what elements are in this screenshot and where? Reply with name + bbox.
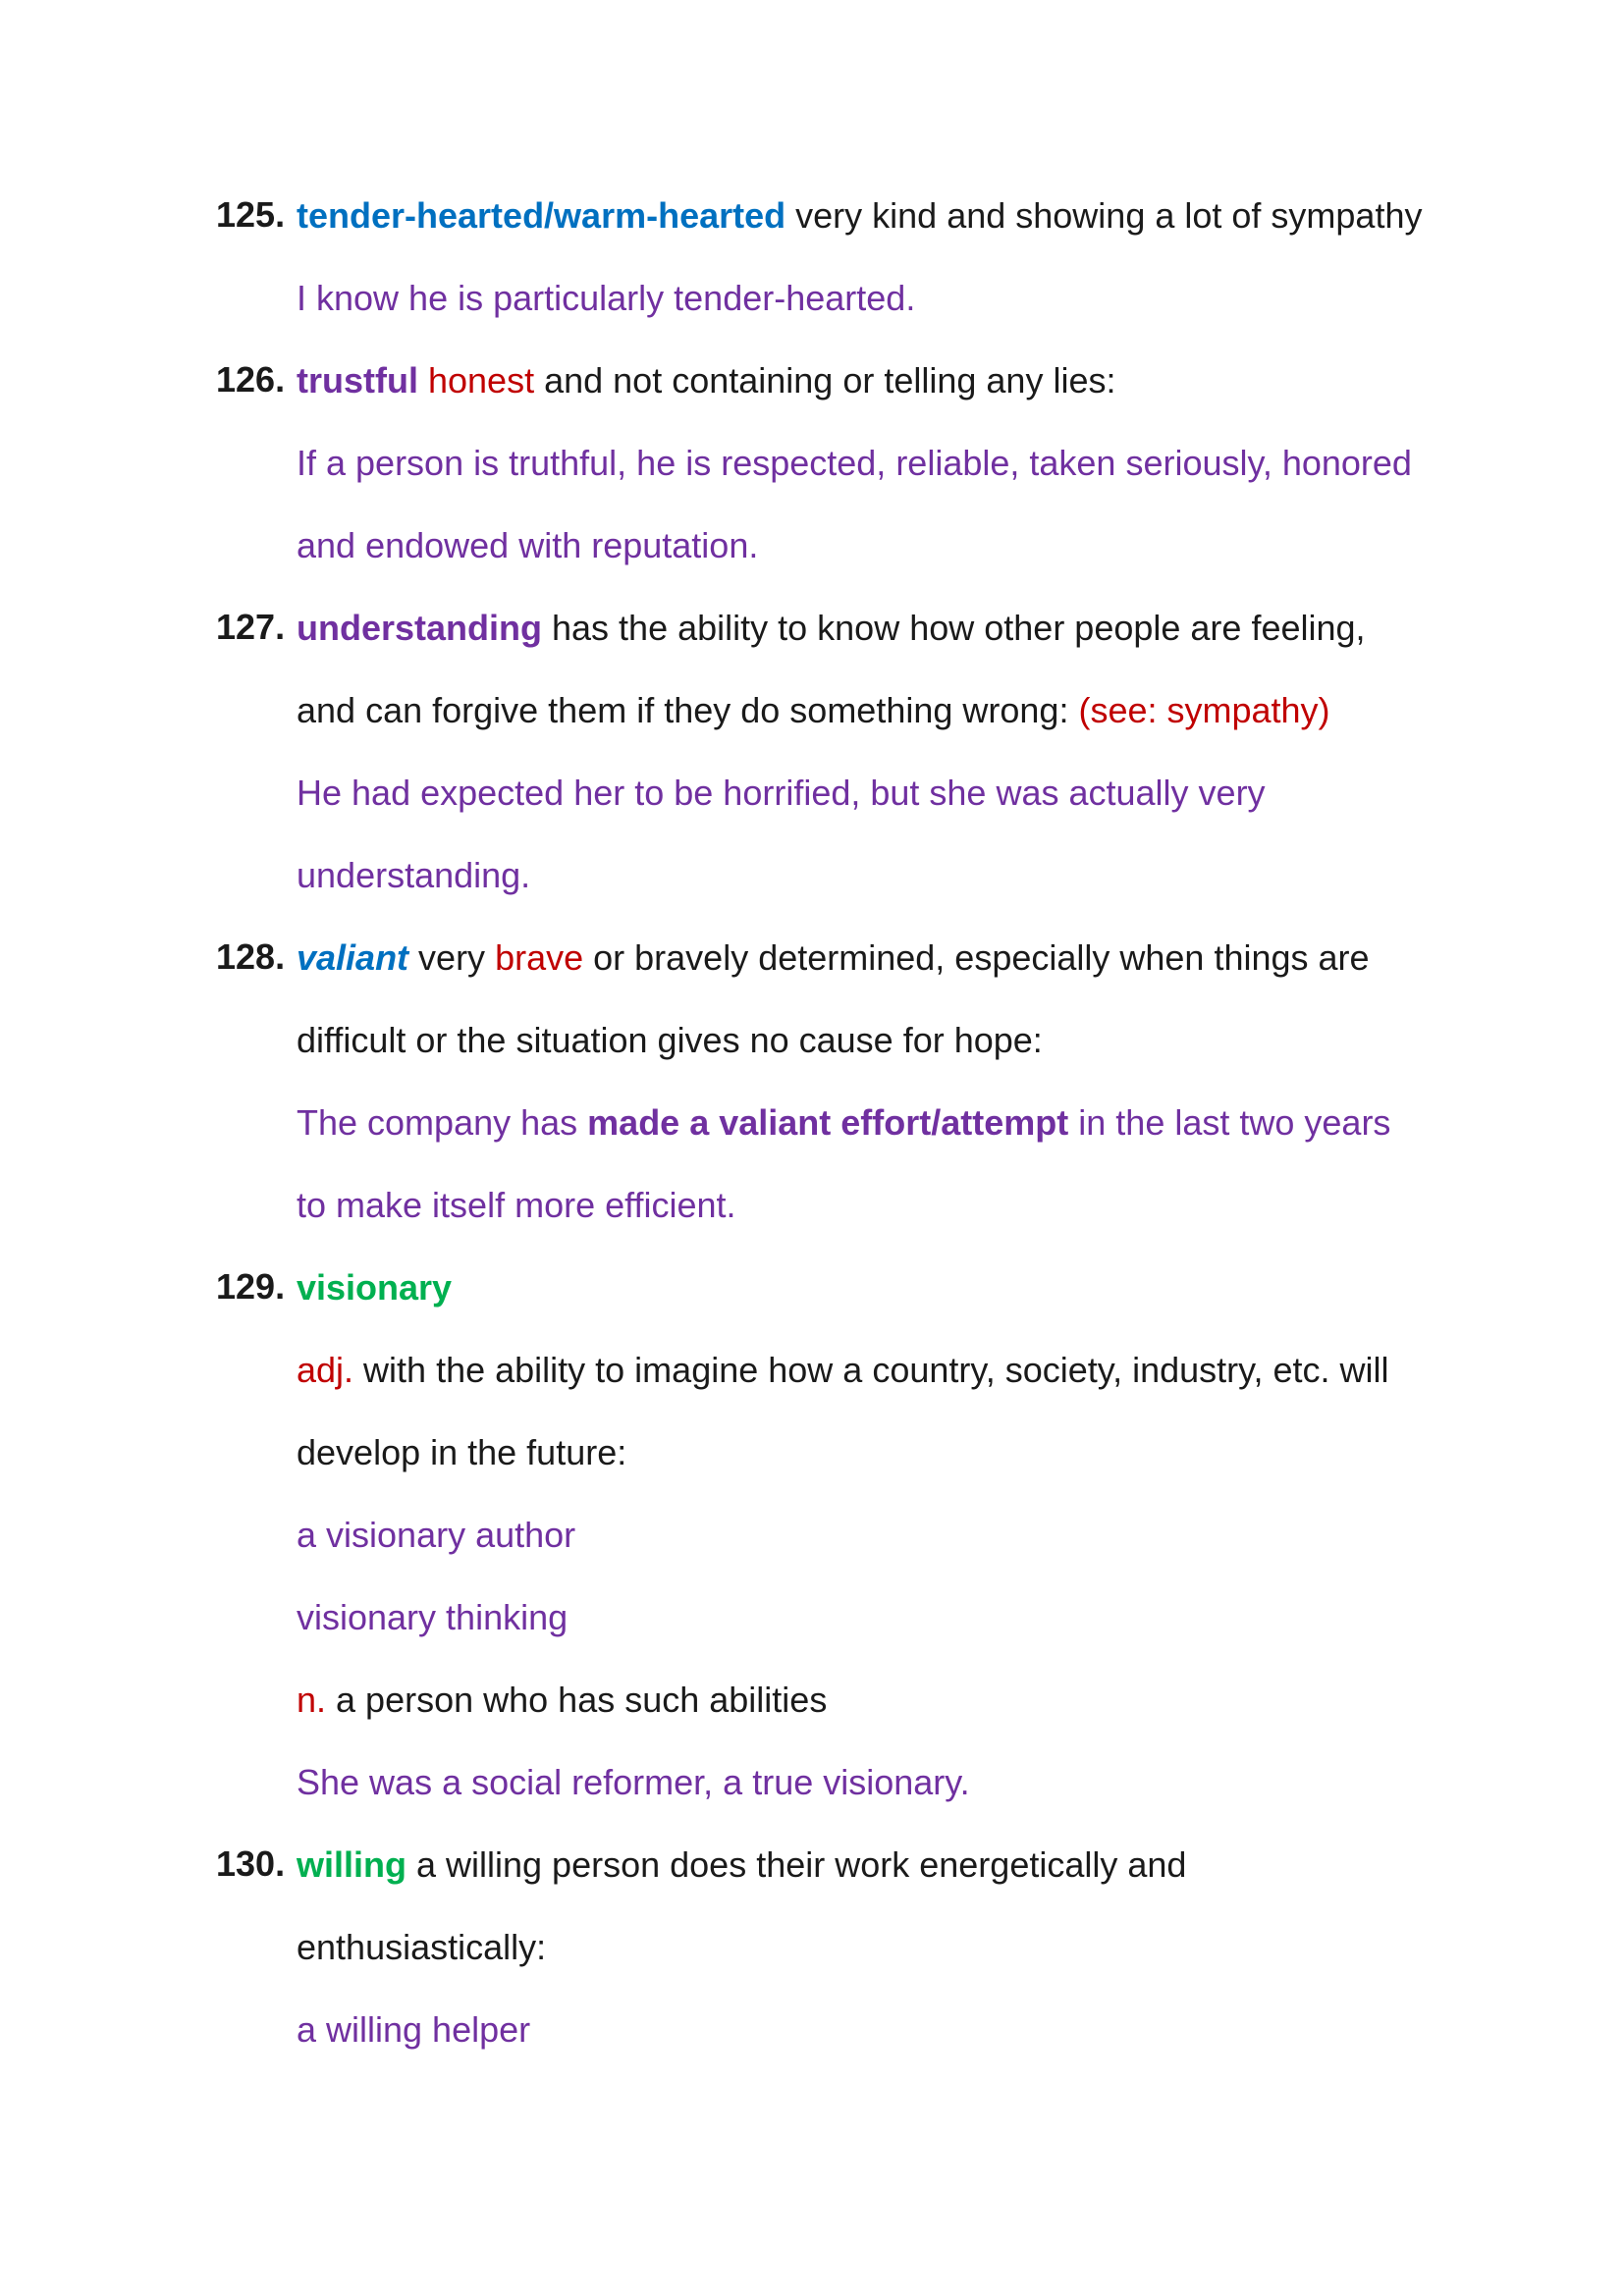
entry-number: 129. <box>216 1266 286 1307</box>
entry-number: 127. <box>216 607 286 647</box>
entry-number: 128. <box>216 936 286 977</box>
collocation: made a valiant effort/attempt <box>587 1102 1069 1143</box>
entry-number: 125. <box>216 194 286 235</box>
entry-number: 130. <box>216 1843 286 1884</box>
example-sentence: He had expected her to be horrified, but she was actually very <box>297 773 1266 813</box>
headword: willing <box>297 1844 406 1885</box>
definition-continued <box>297 689 1330 732</box>
example-sentence <box>297 1101 1390 1145</box>
example-sentence: I know he is particularly tender-hearted. <box>297 278 916 318</box>
definition: very <box>408 937 496 978</box>
example-sentence: If a person is truthful, he is respected, reliable, taken seriously, honored <box>297 443 1412 483</box>
entry-129-headline <box>297 1266 452 1309</box>
definition: and can forgive them if they do something wrong: <box>297 690 1079 730</box>
example-text: The company has <box>297 1102 588 1143</box>
part-of-speech: adj. <box>297 1350 354 1390</box>
headword: visionary <box>297 1267 453 1308</box>
entry-number: 126. <box>216 359 286 400</box>
sense-noun <box>297 1679 827 1722</box>
entry-127-headline <box>297 607 1366 650</box>
definition: has the ability to know how other people are feeling, <box>542 608 1366 648</box>
example-phrase: a visionary author <box>297 1515 576 1555</box>
example-sentence: She was a social reformer, a true visionary. <box>297 1762 970 1802</box>
definition: and not containing or telling any lies: <box>534 360 1116 400</box>
synonym: honest <box>417 360 535 400</box>
definition-continued: enthusiastically: <box>297 1927 547 1967</box>
example-sentence: and endowed with reputation. <box>297 525 759 565</box>
definition: with the ability to imagine how a country, society, industry, etc. will <box>353 1350 1389 1390</box>
headword: tender-hearted/warm-hearted <box>297 195 786 236</box>
definition-continued: develop in the future: <box>297 1432 627 1472</box>
entry-125-headline <box>297 194 1422 238</box>
entry-128-headline <box>297 936 1370 980</box>
headword: trustful <box>297 360 418 400</box>
example-phrase: visionary thinking <box>297 1597 568 1637</box>
sense-adj <box>297 1349 1389 1392</box>
definition: or bravely determined, especially when things are <box>583 937 1370 978</box>
synonym: brave <box>495 937 584 978</box>
example-phrase: a willing helper <box>297 2009 531 2050</box>
entry-130-headline <box>297 1843 1186 1887</box>
example-sentence: to make itself more efficient. <box>297 1185 736 1225</box>
entry-126-headline <box>297 359 1115 402</box>
see-also: (see: sympathy) <box>1078 690 1330 730</box>
part-of-speech: n. <box>297 1680 327 1720</box>
definition: a willing person does their work energetically and <box>406 1844 1187 1885</box>
headword: valiant <box>297 937 409 978</box>
definition: very kind and showing a lot of sympathy <box>785 195 1423 236</box>
example-sentence: understanding. <box>297 855 531 895</box>
headword: understanding <box>297 608 542 648</box>
definition: a person who has such abilities <box>326 1680 828 1720</box>
definition-continued: difficult or the situation gives no cause for hope: <box>297 1020 1043 1060</box>
example-text: in the last two years <box>1068 1102 1391 1143</box>
